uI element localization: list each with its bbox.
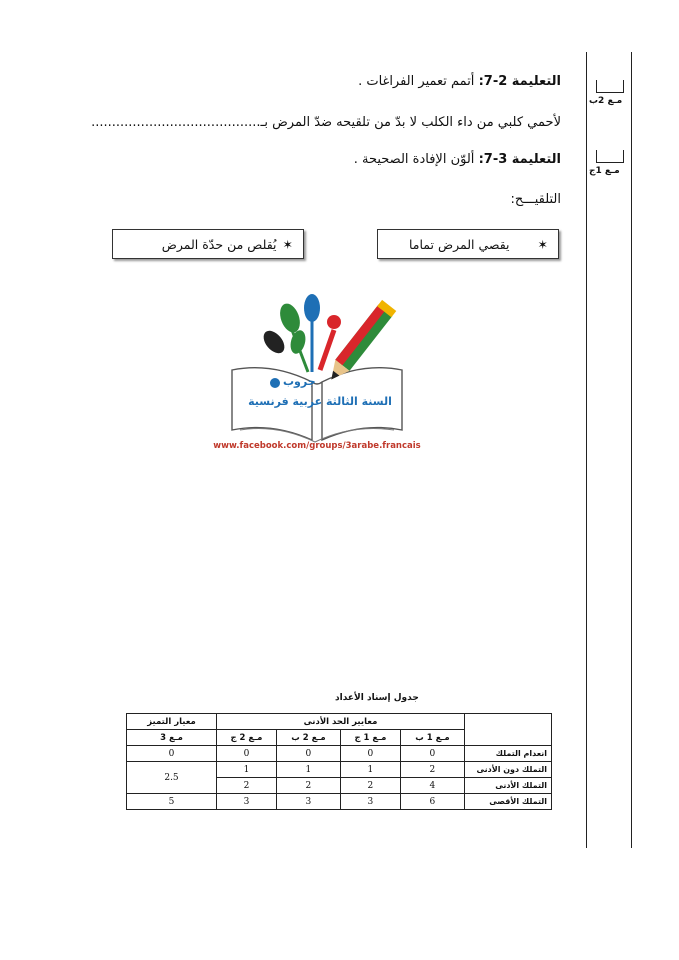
table-cell: 0 — [276, 746, 340, 762]
instruction-3 — [354, 152, 561, 167]
option-right-text: يقصي المرض تماما — [408, 236, 510, 252]
vaccination-label: التلقيـــح: — [510, 192, 561, 207]
instruction-2-text: أتمم تعمير الفراغات . — [358, 74, 479, 89]
table-cell: 0 — [127, 746, 217, 762]
table-cell: 4 — [400, 778, 464, 794]
option-eliminates-disease[interactable] — [377, 229, 559, 259]
row-label: التملك الأدنى — [465, 778, 552, 794]
mark-box-2 — [596, 150, 624, 163]
mark-box-1 — [596, 80, 624, 93]
instruction-3-title: التعليمة 3-7: — [478, 152, 561, 167]
header-excellence: معيار التميز — [127, 714, 217, 730]
logo-group-label: جروب — [283, 375, 316, 388]
logo-title: السنة الثالثة عربية فرنسية — [248, 395, 392, 408]
logo-url: www.facebook.com/groups/3arabe.francais — [213, 441, 421, 451]
group-logo-image — [212, 290, 422, 460]
row-label: انعدام التملك — [465, 746, 552, 762]
criterion-header: مـع 1 ب — [400, 730, 464, 746]
table-caption: جدول إسناد الأعداد — [335, 693, 419, 703]
table-cell: 5 — [127, 794, 217, 810]
table-cell: 1 — [217, 762, 277, 778]
table-cell: 6 — [400, 794, 464, 810]
table-cell: 0 — [217, 746, 277, 762]
grading-table — [126, 713, 552, 810]
table-cell: 3 — [217, 794, 277, 810]
criterion-header: مـع 2 ب — [276, 730, 340, 746]
star-icon: ✶ — [537, 236, 548, 252]
mark-label-2: مـع 1ج — [589, 166, 620, 176]
table-corner — [465, 714, 552, 746]
mark-label-1: مـع 2ب — [589, 96, 623, 106]
facebook-icon — [270, 378, 280, 388]
option-reduces-severity[interactable] — [112, 229, 304, 259]
star-icon: ✶ — [282, 236, 293, 252]
table-cell: 0 — [341, 746, 401, 762]
table-cell: 2 — [400, 762, 464, 778]
table-row — [127, 746, 552, 762]
table-cell: 3 — [276, 794, 340, 810]
table-cell: 2 — [276, 778, 340, 794]
instruction-2-title: التعليمة 2-7: — [478, 74, 561, 89]
row-label: التملك الأقصى — [465, 794, 552, 810]
table-cell: 1 — [341, 762, 401, 778]
option-left-text: يُقلص من حدّة المرض — [161, 236, 277, 252]
criterion-header: مـع 3 — [127, 730, 217, 746]
header-min-criteria: معايير الحد الأدنى — [217, 714, 465, 730]
table-cell: 0 — [400, 746, 464, 762]
table-cell: 2 — [341, 778, 401, 794]
table-cell: 2 — [217, 778, 277, 794]
criterion-header: مـع 1 ج — [341, 730, 401, 746]
table-cell: 3 — [341, 794, 401, 810]
instruction-2 — [358, 74, 561, 89]
table-row — [127, 794, 552, 810]
criterion-header: مـع 2 ج — [217, 730, 277, 746]
table-cell: 1 — [276, 762, 340, 778]
row-label: التملك دون الأدنى — [465, 762, 552, 778]
table-cell: 2.5 — [127, 762, 217, 794]
instruction-3-text: ألوّن الإفادة الصحيحة . — [353, 152, 479, 167]
fill-sentence: لأحمي كلبي من داء الكلب لا بدّ من تلقيحه ضدّ المرض بـ......................................... — [91, 115, 561, 130]
margin-column — [586, 52, 632, 848]
table-row — [127, 762, 552, 778]
